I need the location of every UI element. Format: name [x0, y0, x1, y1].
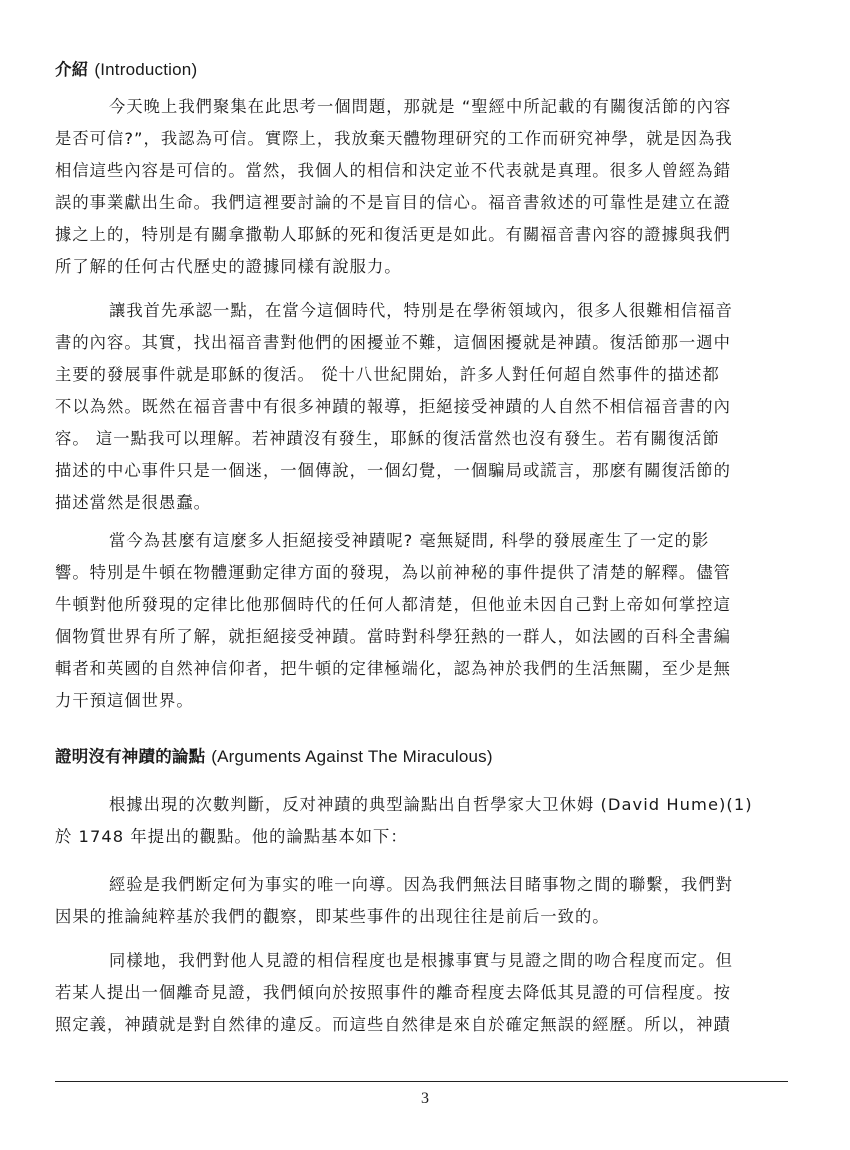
text-line: 力干預這個世界。	[55, 691, 194, 710]
paragraph	[55, 295, 795, 519]
text-line: 若某人提出一個離奇見證，我們傾向於按照事件的離奇程度去降低其見證的可信程度。按	[55, 983, 731, 1002]
section-title-english: (Introduction)	[94, 60, 198, 79]
section-title-chinese: 介紹	[55, 60, 89, 79]
text-line: 照定義，神蹟就是對自然律的違反。而這些自然律是來自於確定無誤的經歷。所以，神蹟	[55, 1015, 731, 1034]
text-line: 所了解的任何古代歷史的證據同樣有說服力。	[55, 257, 402, 276]
text-line: 主要的發展事件就是耶穌的復活。 從十八世紀開始，許多人對任何超自然事件的描述都	[55, 365, 720, 384]
text-line: 誤的事業獻出生命。我們這裡要討論的不是盲目的信心。福音書敘述的可靠性是建立在證	[55, 193, 731, 212]
text-line: 因果的推論純粹基於我們的觀察，即某些事件的出现往往是前后一致的。	[55, 907, 610, 926]
text-line: 相信這些內容是可信的。當然，我個人的相信和決定並不代表就是真理。很多人曾經為錯	[55, 161, 731, 180]
paragraph	[55, 525, 795, 717]
text-line: 容。 這一點我可以理解。若神蹟沒有發生，耶穌的復活當然也沒有發生。若有關復活節	[55, 429, 720, 448]
text-line: 牛頓對他所發現的定律比他那個時代的任何人都清楚，但他並未因自己對上帝如何掌控這	[55, 595, 731, 614]
text-line: 不以為然。既然在福音書中有很多神蹟的報導，拒絕接受神蹟的人自然不相信福音書的內	[55, 397, 731, 416]
text-line: 書的內容。其實，找出福音書對他們的困擾並不難，這個困擾就是神蹟。復活節那一週中	[55, 333, 731, 352]
section-heading-introduction	[55, 56, 197, 80]
text-line: 讓我首先承認一點，在當今這個時代，特別是在學術領域內，很多人很難相信福音	[109, 301, 733, 320]
text-line: 經验是我們断定何为事实的唯一向導。因為我們無法目睹事物之間的聯繫，我們對	[109, 875, 733, 894]
text-line: 據之上的，特別是有關拿撒勒人耶穌的死和復活更是如此。有關福音書內容的證據與我們	[55, 225, 731, 244]
text-line: 當今為甚麼有這麼多人拒絕接受神蹟呢? 毫無疑問, 科學的發展產生了一定的影	[109, 531, 710, 550]
footer-rule	[55, 1081, 788, 1082]
text-line: 於 1748 年提出的觀點。他的論點基本如下：	[55, 827, 408, 846]
paragraph	[55, 789, 795, 853]
text-line: 輯者和英國的自然神信仰者，把牛頓的定律極端化，認為神於我們的生活無關，至少是無	[55, 659, 731, 678]
paragraph	[55, 869, 795, 933]
text-line: 描述的中心事件只是一個迷，一個傳說，一個幻覺，一個騙局或謊言，那麽有關復活節的	[55, 461, 731, 480]
text-line: 今天晚上我們聚集在此思考一個問題，那就是 “聖經中所記載的有關復活節的內容	[109, 97, 732, 116]
section-title-english: (Arguments Against The Miraculous)	[211, 747, 493, 766]
section-heading-arguments	[55, 743, 493, 767]
paragraph	[55, 91, 795, 283]
page-number: 3	[421, 1090, 429, 1107]
text-line: 個物質世界有所了解，就拒絕接受神蹟。當時對科學狂熱的一群人，如法國的百科全書編	[55, 627, 731, 646]
text-line: 根據出現的次數判斷，反对神蹟的典型論點出自哲學家大卫休姆 (David Hume)(1)	[109, 795, 753, 814]
text-line: 描述當然是很愚蠢。	[55, 493, 211, 512]
text-line: 是否可信?”，我認為可信。實際上，我放棄天體物理研究的工作而研究神學，就是因為我	[55, 129, 733, 148]
section-title-chinese: 證明沒有神蹟的論點	[55, 747, 206, 766]
text-line: 響。特別是牛頓在物體運動定律方面的發現，為以前神秘的事件提供了清楚的解釋。儘管	[55, 563, 731, 582]
paragraph	[55, 945, 795, 1041]
text-line: 同樣地，我們對他人見證的相信程度也是根據事實与見證之間的吻合程度而定。但	[109, 951, 733, 970]
